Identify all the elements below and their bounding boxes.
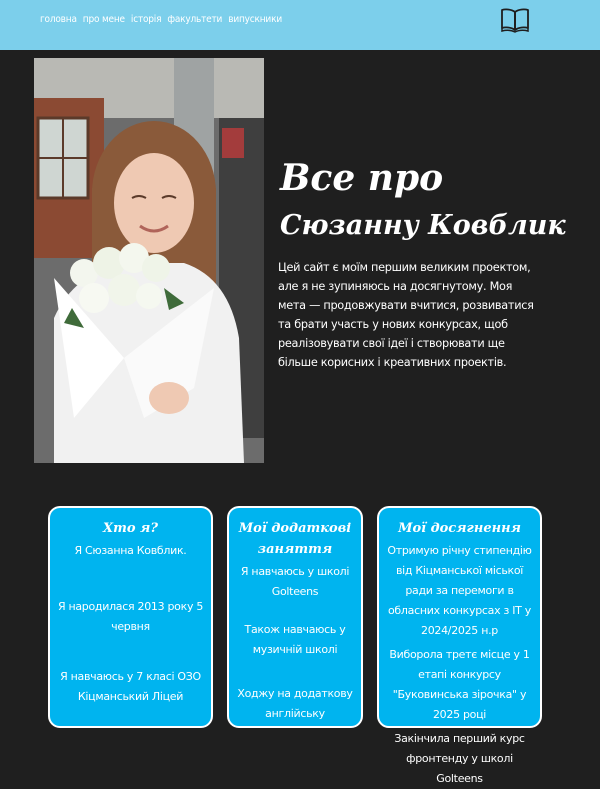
card-achievements [377,506,542,785]
card-who-am-i [48,506,213,728]
hero-description: Цей сайт є моїм першим великим проектом, але я не зупиняюсь на досягнутому. Моя мета — продовжувати вчитися, розвиватися та брати участь у нових конкурсах, щоб реалізовувати свої ідеї і створювати ще більше корисних і креативних проектів. [278,261,534,369]
card-paragraph: Ходжу на додаткову англійську [237,687,353,720]
nav-link-history[interactable]: історія [130,14,162,25]
card-title: Хто я? [102,521,158,536]
nav-link-faculties[interactable]: факультети [167,14,223,25]
card-title: Мої додаткові заняття [238,521,352,557]
card-paragraph: Також навчаюсь у музичній школі [244,623,346,656]
main-nav [40,14,282,25]
card-paragraph: Я навчаюсь у школі Golteens [240,565,350,598]
card-paragraph: Я навчаюсь у 7 класі ОЗО Кіцманський Ліцей [60,670,201,703]
hero-name: Сюзанну Ковблик [280,210,566,241]
card-paragraph: Закінчила перший курс фронтенду у школі Golteens [394,732,525,785]
profile-photo [34,58,264,463]
card-paragraph: Я Сюзанна Ковблик. [74,544,187,557]
nav-link-about[interactable]: про мене [82,14,125,25]
hero-title: Все про [280,157,444,199]
card-paragraph: Виборола третє місце у 1 етапі конкурсу "Буковинська зірочка" у 2025 році [389,648,530,721]
top-navigation-bar [0,0,600,50]
card-title: Мої досягнення [398,521,521,536]
card-extra-activities [227,506,363,728]
card-paragraph: Я народилася 2013 року 5 червня [57,600,204,633]
nav-link-home[interactable]: головна [40,14,77,25]
card-paragraph: Отримую річну стипендію від Кіцманської міської ради за перемоги в обласних конкурсах з IT у 2024/2025 н.р [387,544,532,637]
open-book-icon[interactable] [500,7,530,33]
photo-illustration [34,58,264,463]
nav-link-graduates[interactable]: випускники [228,14,282,25]
